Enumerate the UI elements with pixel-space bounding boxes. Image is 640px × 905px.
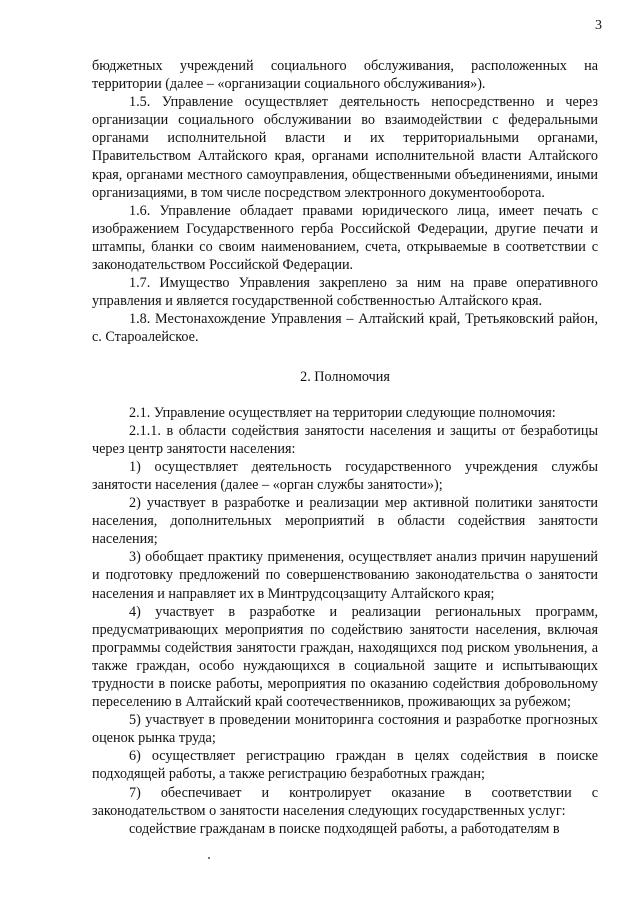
paragraph: 1) осуществляет деятельность государственного учреждения службы занятости населения (далее – «орган службы занятости»); xyxy=(92,458,598,493)
section-heading: 2. Полномочия xyxy=(300,368,390,385)
paragraph: 2.1.1. в области содействия занятости населения и защиты от безработицы через центр занятости населения: xyxy=(92,422,598,457)
paragraph: 4) участвует в разработке и реализации региональных программ, предусматривающих мероприятия по содействию занятости населения, включая программы содействия занятости граждан, находящихся под риском увольнения, а также граждан, особо нуждающихся в социальной защите и испытывающих трудности в поиске работы, мероприятия по оказанию содействия добровольному переселению в Алтайский край соотечественников, проживающих за рубежом; xyxy=(92,603,598,711)
paragraph: бюджетных учреждений социального обслуживания, расположенных на территории (далее – «организации социального обслуживания»). xyxy=(92,58,598,93)
paragraph: 1.5. Управление осуществляет деятельность непосредственно и через организации социального обслуживании во взаимодействии с федеральными органами исполнительной власти и их территориальными органами, Правительством Алтайского края, органами исполнительной власти Алтайского края, органами местного самоуправления, общественными объединениями, иными организациями, в том числе посредством электронного документооборота. xyxy=(92,94,598,201)
paragraph: 1.6. Управление обладает правами юридического лица, имеет печать с изображением Государственного герба Российской Федерации, другие печати и штампы, бланки со своим наименованием, счета, открываемые в соответствии с законодательством Российской Федерации. xyxy=(92,202,598,274)
paragraph: содействие гражданам в поиске подходящей работы, а работодателям в xyxy=(129,820,560,837)
paragraph: 7) обеспечивает и контролирует оказание в соответствии с законодательством о занятости населения следующих государственных услуг: xyxy=(92,784,598,819)
paragraph: 6) осуществляет регистрацию граждан в целях содействия в поиске подходящей работы, а также регистрацию безработных граждан; xyxy=(92,748,598,783)
scan-speck xyxy=(208,857,210,859)
paragraph: 2) участвует в разработке и реализации мер активной политики занятости населения, дополнительных мероприятий в области содействия занятости населения; xyxy=(92,495,598,548)
paragraph: 1.7. Имущество Управления закреплено за ним на праве оперативного управления и является государственной собственностью Алтайского края. xyxy=(92,275,598,310)
section-2-body xyxy=(92,404,598,838)
paragraph: 3) обобщает практику применения, осуществляет анализ причин нарушений и подготовку предложений по совершенствованию законодательства о занятости населения и направляет их в Минтрудсоцзащиту Алтайского края; xyxy=(92,549,598,602)
page-number: 3 xyxy=(595,18,602,33)
document-body xyxy=(92,57,598,838)
paragraph: 5) участвует в проведении мониторинга состояния и разработке прогнозных оценок рынка труда; xyxy=(92,712,598,747)
section-1-continuation xyxy=(92,57,598,347)
paragraph: 1.8. Местонахождение Управления – Алтайский край, Третьяковский район, с. Староалейское. xyxy=(92,311,598,346)
paragraph: 2.1. Управление осуществляет на территории следующие полномочия: xyxy=(129,404,556,421)
